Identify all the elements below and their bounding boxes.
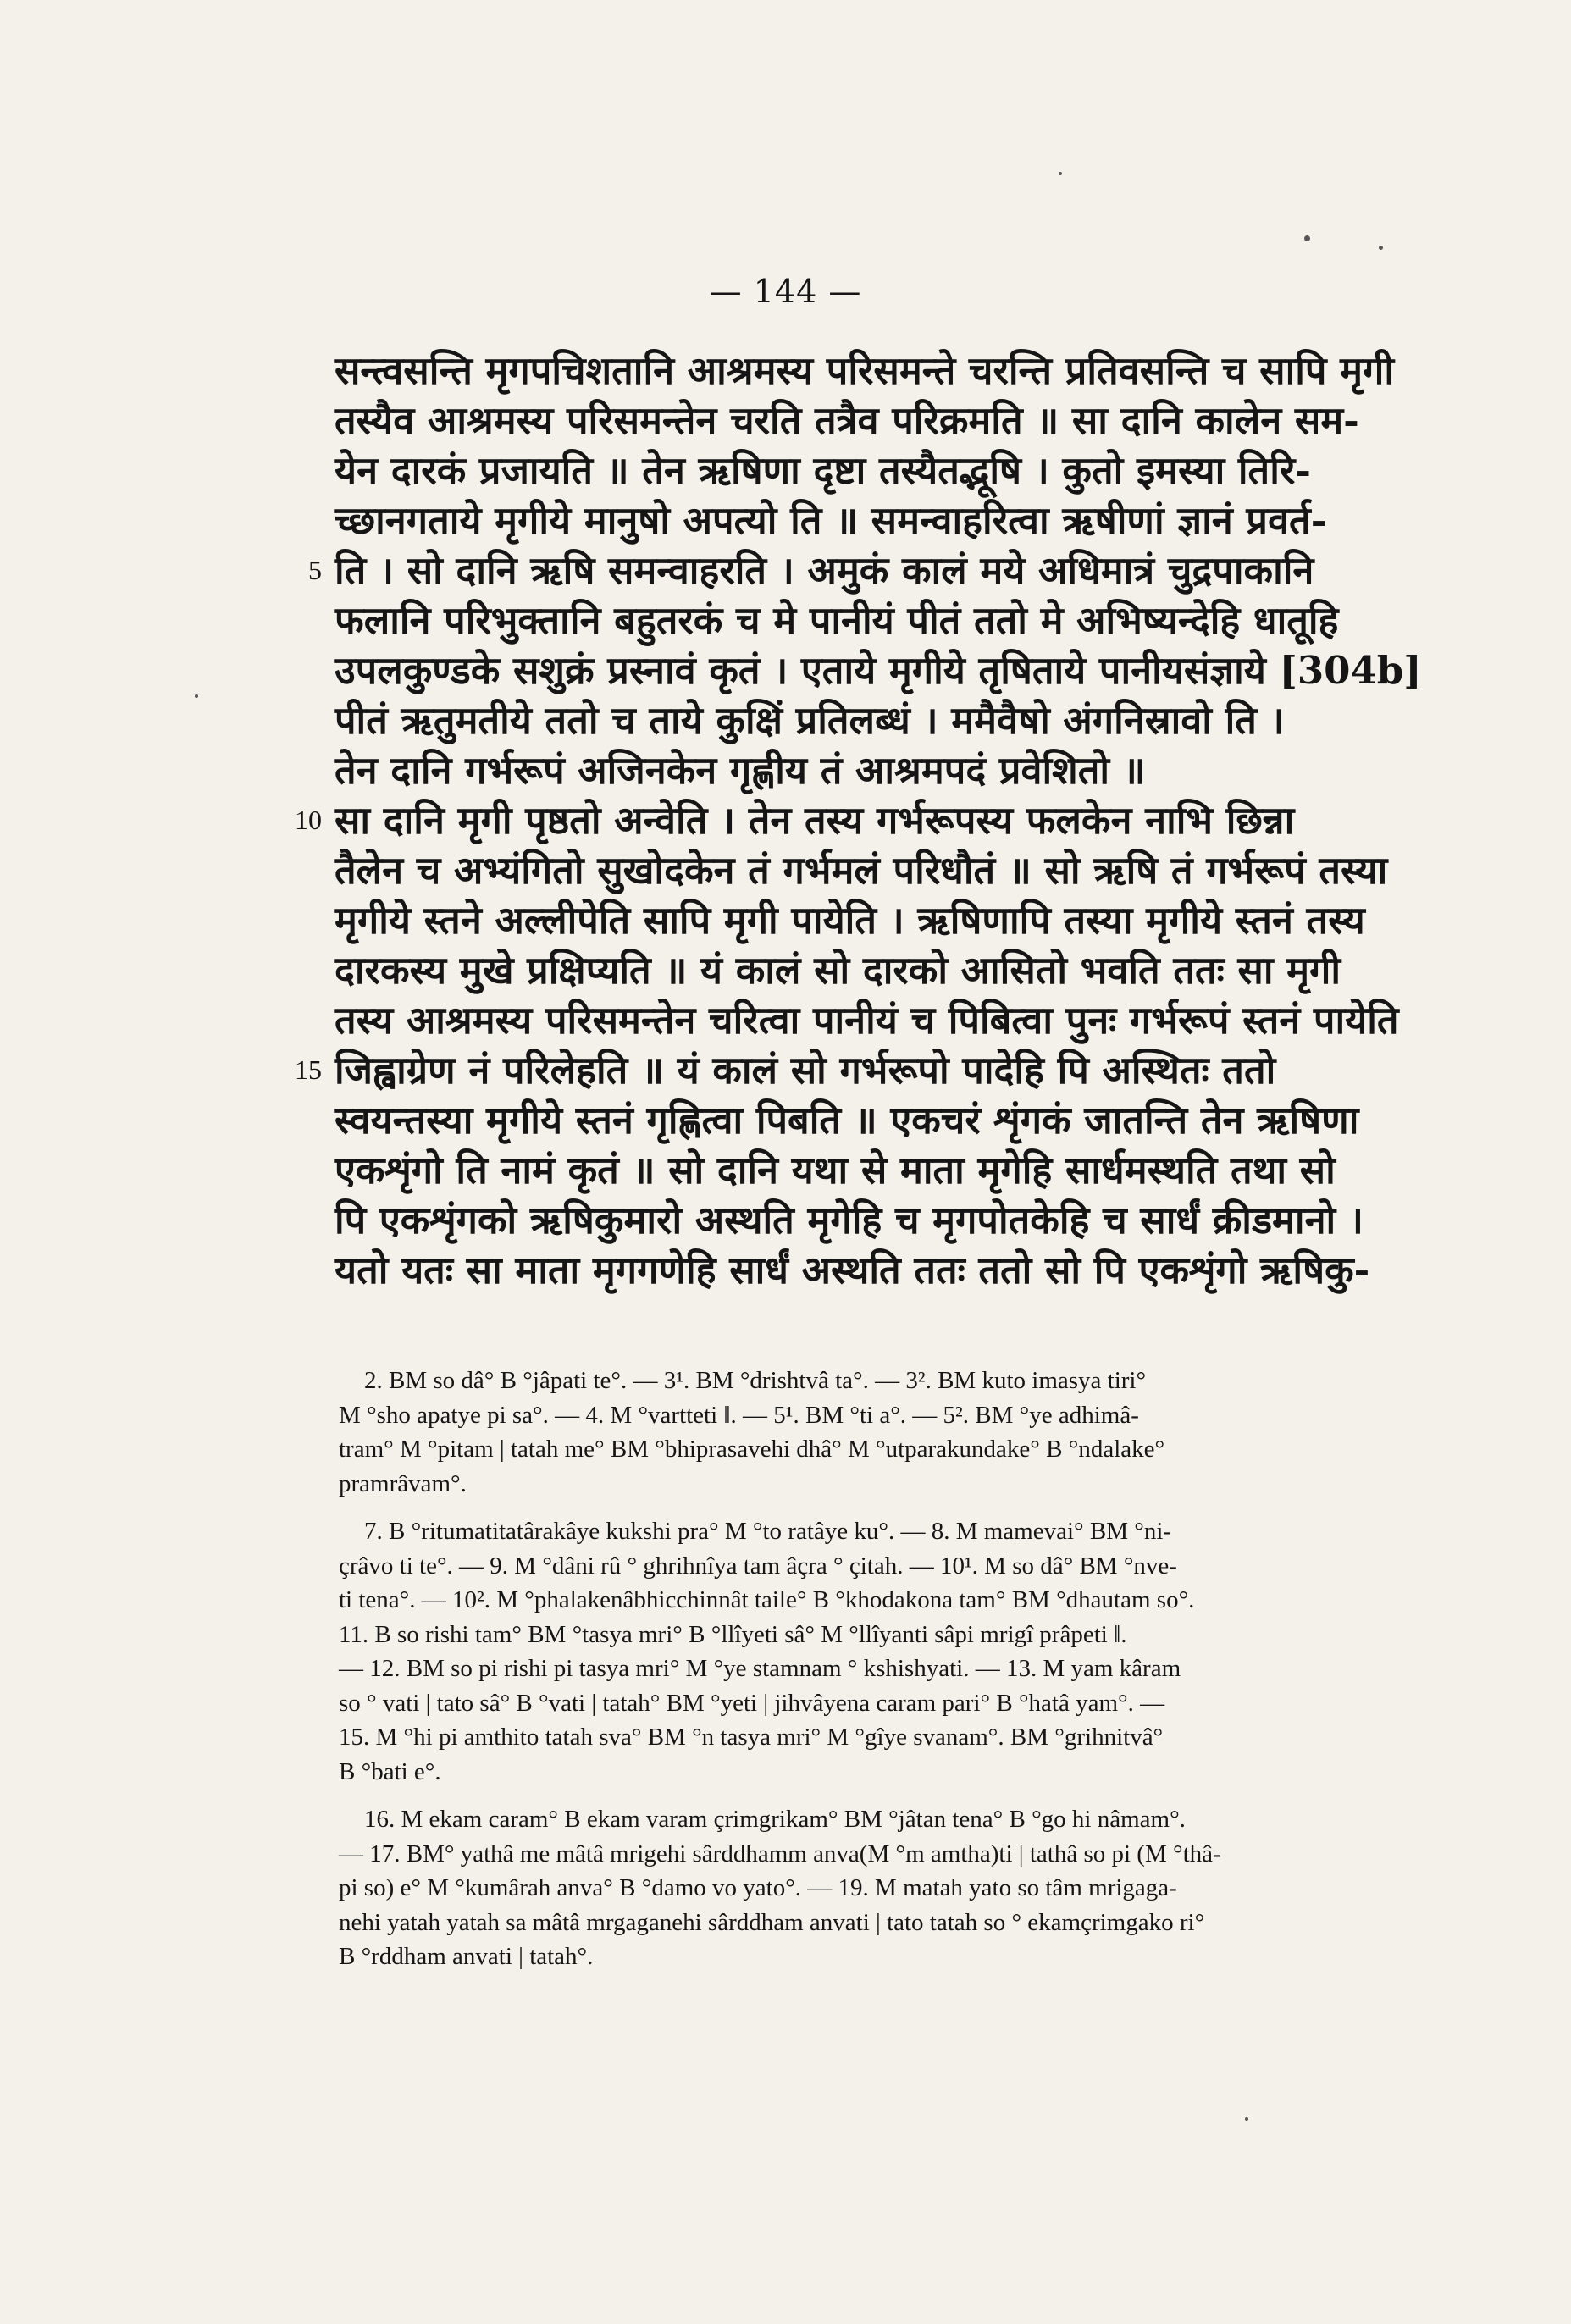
text-line [335, 745, 1440, 795]
scan-speck [1379, 246, 1383, 250]
text-line [335, 495, 1440, 545]
footnotes-block [339, 1364, 1440, 1988]
footnote-line: B °bati e°. [339, 1757, 441, 1785]
text-line [335, 1095, 1440, 1145]
scan-speck [1304, 235, 1310, 241]
line-text: तैलेन च अभ्यंगितो सुखोदकेन तं गर्भमलं परिधौतं ॥ सो ऋषि तं गर्भरूपं तस्या [335, 848, 1388, 893]
footnote-line: pramrâvam°. [339, 1469, 467, 1497]
text-line [335, 595, 1440, 645]
text-line [295, 795, 1440, 845]
text-line [335, 645, 1440, 695]
sanskrit-text-block [295, 346, 1440, 1295]
scan-speck [195, 694, 198, 698]
text-line [335, 895, 1440, 945]
footnote-line: 7. B °ritumatitatârakâye kukshi pra° M °to ratâye ku°. — 8. M mamevai° BM °ni- [364, 1518, 1172, 1545]
footnote-group [339, 1364, 1440, 1501]
line-text: जिह्वाग्रेण नं परिलेहति ॥ यं कालं सो गर्भरूपो पादेहि पि अस्थितः ततो [335, 1048, 1276, 1093]
footnote-line: — 12. BM so pi rishi pi tasya mri° M °ye stamnam ° kshishyati. — 13. M yam kâram [339, 1655, 1181, 1682]
line-text: तस्यैव आश्रमस्य परिसमन्तेन चरति तत्रैव परिक्रमति ॥ सा दानि कालेन सम- [335, 398, 1359, 443]
text-line [335, 945, 1440, 995]
line-text: एकशृंगो ति नामं कृतं ॥ सो दानि यथा से माता मृगेहि सार्धमस्थति तथा सो [335, 1148, 1336, 1192]
footnote-line: — 17. BM° yathâ me mâtâ mrigehi sârddhamm anva(M °m amtha)ti | tathâ so pi (M °thâ- [339, 1840, 1221, 1868]
line-text: उपलकुण्डके सशुक्रं प्रस्नावं कृतं । एताये मृगीये तृषिताये पानीयसंज्ञाये [304b] [335, 648, 1422, 693]
footnote-line: 15. M °hi pi amthito tatah sva° BM °n tasya mri° M °gîye svanam°. BM °grihnitvâ° [339, 1724, 1164, 1751]
line-text: च्छानगताये मृगीये मानुषो अपत्यो ति ॥ समन्वाहरित्वा ऋषीणां ज्ञानं प्रवर्त- [335, 498, 1327, 543]
text-line [335, 346, 1440, 396]
footnote-line: nehi yatah yatah sa mâtâ mrgaganehi sârddham anvati | tato tatah so ° ekamçrimgako ri° [339, 1908, 1205, 1936]
text-line [308, 545, 1440, 595]
footnote-line: M °sho apatye pi sa°. — 4. M °vartteti ‖. — 5¹. BM °ti a°. — 5². BM °ye adhimâ- [339, 1401, 1139, 1429]
footnote-line: B °rddham anvati | tatah°. [339, 1943, 594, 1970]
footnote-line: pi so) e° M °kumârah anva° B °damo vo yato°. — 19. M matah yato so tâm mrigaga- [339, 1874, 1177, 1901]
text-line [335, 1245, 1440, 1295]
scan-speck [1245, 2117, 1248, 2121]
page-number: — 144 — [709, 273, 862, 310]
line-number: 15 [295, 1054, 322, 1085]
footnote-group [339, 1802, 1440, 1974]
text-line [335, 995, 1440, 1045]
line-text: सन्त्वसन्ति मृगपचिशतानि आश्रमस्य परिसमन्ते चरन्ति प्रतिवसन्ति च सापि मृगी [335, 348, 1395, 393]
line-text: स्वयन्तस्या मृगीये स्तनं गृह्णित्वा पिबति ॥ एकचरं शृंगकं जातन्ति तेन ऋषिणा [335, 1098, 1359, 1143]
text-line [335, 845, 1440, 895]
line-text: तस्य आश्रमस्य परिसमन्तेन चरित्वा पानीयं च पिबित्वा पुनः गर्भरूपं स्तनं पायेति [335, 998, 1399, 1043]
line-text: सा दानि मृगी पृष्ठतो अन्वेति । तेन तस्य गर्भरूपस्य फलकेन नाभि छिन्ना [335, 798, 1295, 843]
line-number: 10 [295, 805, 322, 835]
line-text: तेन दानि गर्भरूपं अजिनकेन गृह्णीय तं आश्रमपदं प्रवेशितो ॥ [335, 748, 1146, 793]
text-line [335, 445, 1440, 495]
text-line [295, 1045, 1440, 1095]
text-line [335, 1195, 1440, 1245]
line-text: पि एकशृंगको ऋषिकुमारो अस्थति मृगेहि च मृगपोतकेहि च सार्धं क्रीडमानो । [335, 1198, 1364, 1242]
line-number: 5 [308, 555, 322, 585]
text-line [335, 396, 1440, 445]
line-text: मृगीये स्तने अल्लीपेति सापि मृगी पायेति । ऋषिणापि तस्या मृगीये स्तनं तस्य [335, 898, 1365, 943]
scan-speck [1059, 172, 1062, 175]
footnote-line: tram° M °pitam | tatah me° BM °bhiprasavehi dhâ° M °utparakundake° B °ndalake° [339, 1436, 1165, 1463]
footnote-line: çrâvo ti te°. — 9. M °dâni rû ° ghrihnîya tam âçra ° çitah. — 10¹. M so dâ° BM °nve- [339, 1552, 1177, 1580]
line-text: येन दारकं प्रजायति ॥ तेन ऋषिणा दृष्टा तस्यैतद्भूषि । कुतो इमस्या तिरि- [335, 448, 1311, 493]
line-text: ति । सो दानि ऋषि समन्वाहरति । अमुकं कालं मये अधिमात्रं चुद्रपाकानि [335, 548, 1314, 593]
line-text: यतो यतः सा माता मृगगणेहि सार्धं अस्थति ततः ततो सो पि एकशृंगो ऋषिकु- [335, 1248, 1370, 1292]
footnote-line: 11. B so rishi tam° BM °tasya mri° B °llîyeti sâ° M °llîyanti sâpi mrigî prâpeti ‖. [339, 1620, 1127, 1648]
footnote-line: so ° vati | tato sâ° B °vati | tatah° BM °yeti | jihvâyena caram pari° B °hatâ yam°. — [339, 1689, 1165, 1717]
line-text: दारकस्य मुखे प्रक्षिप्यति ॥ यं कालं सो दारको आसितो भवति ततः सा मृगी [335, 948, 1341, 993]
footnote-line: 2. BM so dâ° B °jâpati te°. — 3¹. BM °drishtvâ ta°. — 3². BM kuto imasya tiri° [364, 1367, 1147, 1394]
line-text: पीतं ऋतुमतीये ततो च ताये कुक्षिं प्रतिलब्धं । ममैवैषो अंगनिस्रावो ति । [335, 698, 1285, 743]
footnote-group [339, 1514, 1440, 1789]
footnote-line: 16. M ekam caram° B ekam varam çrimgrikam° BM °jâtan tena° B °go hi nâmam°. [364, 1806, 1186, 1833]
text-line [335, 695, 1440, 745]
line-text: फलानि परिभुक्तानि बहुतरकं च मे पानीयं पीतं ततो मे अभिष्यन्देहि धातूहि [335, 598, 1339, 643]
text-line [335, 1145, 1440, 1195]
footnote-line: ti tena°. — 10². M °phalakenâbhicchinnât taile° B °khodakona tam° BM °dhautam so°. [339, 1586, 1195, 1613]
